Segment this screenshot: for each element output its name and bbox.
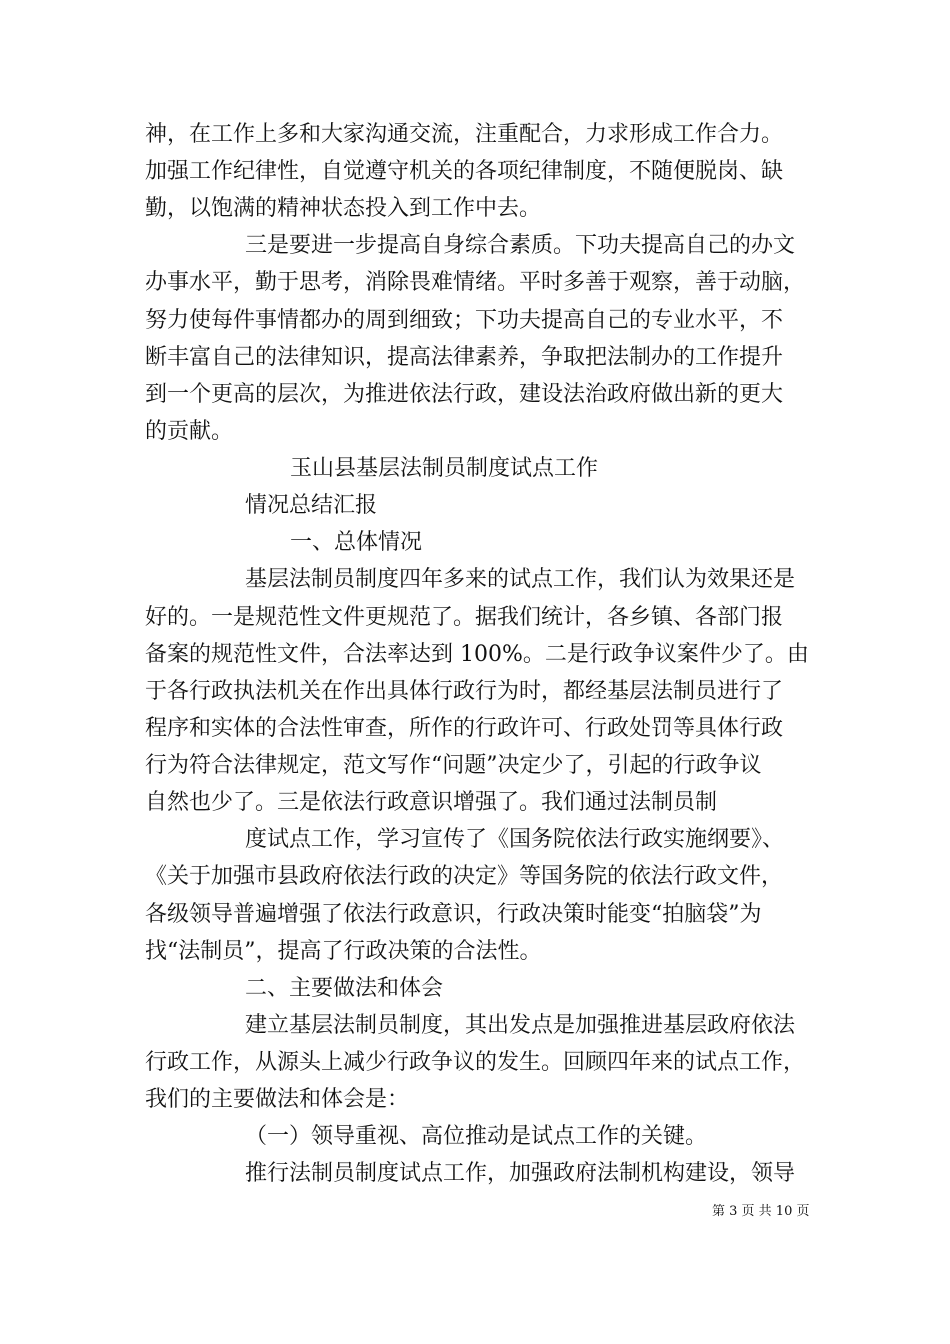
text-line: 基层法制员制度四年多来的试点工作，我们认为效果还是 (245, 567, 796, 592)
text-line: 好的。一是规范性文件更规范了。据我们统计，各乡镇、各部门报 (145, 605, 784, 630)
text-line: 程序和实体的合法性审查，所作的行政许可、行政处罚等具体行政 (145, 716, 784, 741)
text-line: 度试点工作，学习宣传了《国务院依法行政实施纲要》、 (245, 827, 785, 852)
text-line: 的贡献。 (145, 419, 234, 444)
text-line: 办事水平，勤于思考，消除畏难情绪。平时多善于观察，善于动脑， (145, 270, 806, 295)
section-heading: 二、主要做法和体会 (245, 976, 444, 1001)
text-line: 神，在工作上多和大家沟通交流，注重配合，力求形成工作合力。 (145, 122, 784, 147)
text-line: 断丰富自己的法律知识，提高法律素养，争取把法制办的工作提升 (145, 345, 784, 370)
section-heading: 一、总体情况 (290, 530, 423, 555)
text-line: 推行法制员制度试点工作，加强政府法制机构建设，领导 (245, 1161, 796, 1186)
text-line: 我们的主要做法和体会是： (145, 1087, 410, 1112)
subsection-heading: （一）领导重视、高位推动是试点工作的关键。 (245, 1124, 708, 1149)
text-line: 建立基层法制员制度，其出发点是加强推进基层政府依法 (245, 1013, 796, 1038)
article-title-line: 情况总结汇报 (245, 493, 378, 518)
text-line: 《关于加强市县政府依法行政的决定》等国务院的依法行政文件， (145, 864, 784, 889)
text-line: 各级领导普遍增强了依法行政意识，行政决策时能变“拍脑袋”为 (145, 902, 762, 927)
text-line: 勤，以饱满的精神状态投入到工作中去。 (145, 196, 542, 221)
text-line: 行为符合法律规定，范文写作“问题”决定少了，引起的行政争议 (145, 753, 762, 778)
text-line: 备案的规范性文件，合法率达到 100%。二是行政争议案件少了。由 (145, 642, 809, 667)
article-title-line: 玉山县基层法制员制度试点工作 (290, 456, 599, 481)
text-line: 于各行政执法机关在作出具体行政行为时，都经基层法制员进行了 (145, 679, 784, 704)
text-line: 三是要进一步提高自身综合素质。下功夫提高自己的办文 (245, 233, 796, 258)
text-line: 自然也少了。三是依法行政意识增强了。我们通过法制员制 (145, 790, 718, 815)
page-number-footer: 第 3 页 共 10 页 (712, 1204, 810, 1219)
text-line: 到一个更高的层次，为推进依法行政，建设法治政府做出新的更大 (145, 382, 784, 407)
text-line: 找“法制员”，提高了行政决策的合法性。 (145, 939, 542, 964)
text-line: 努力使每件事情都办的周到细致；下功夫提高自己的专业水平，不 (145, 308, 784, 333)
text-line: 行政工作，从源头上减少行政争议的发生。回顾四年来的试点工作， (145, 1050, 806, 1075)
text-line: 加强工作纪律性，自觉遵守机关的各项纪律制度，不随便脱岗、缺 (145, 159, 784, 184)
